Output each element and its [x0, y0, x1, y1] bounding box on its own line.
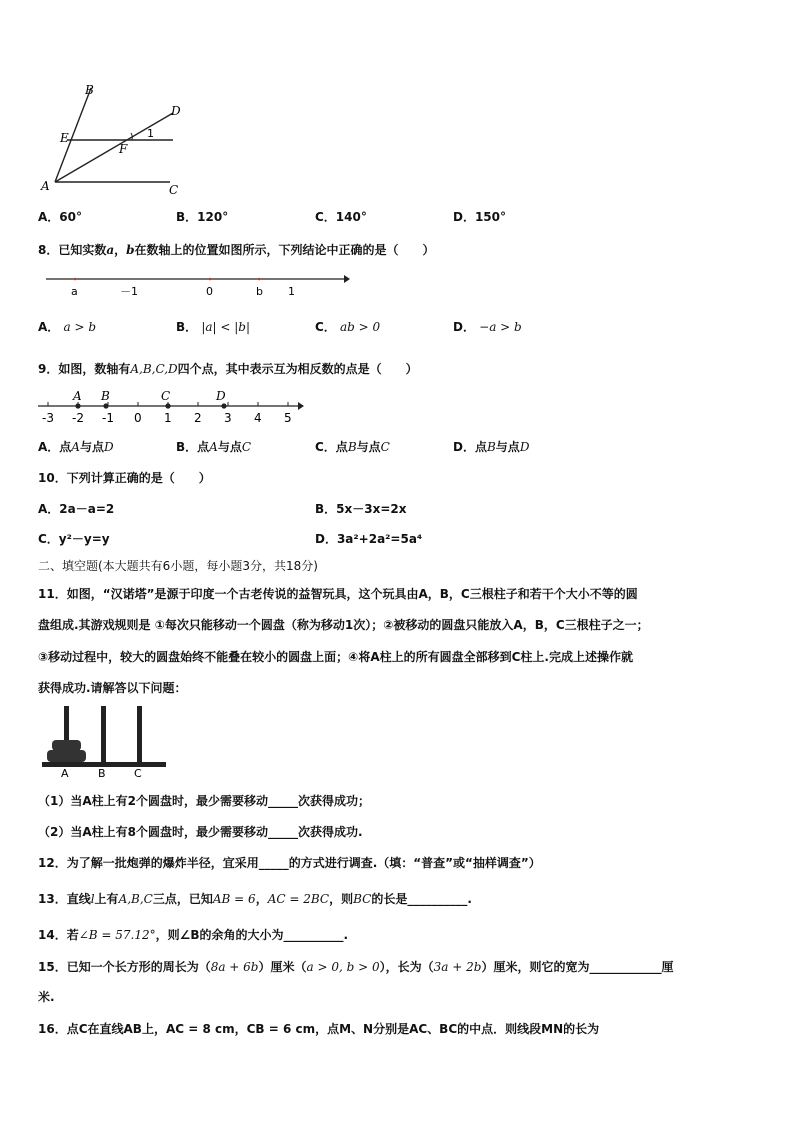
q11-line3: ③移动过程中，较大的圆盘始终不能叠在较小的圆盘上面；④将A柱上的所有圆盘全部移到C柱上.完成上述操作就	[38, 650, 633, 664]
point-B	[103, 403, 108, 408]
label-C: C	[161, 389, 171, 403]
label-0: 0	[206, 285, 213, 298]
q12-text: 12．为了解一批炮弹的爆炸半径，宜采用_____的方式进行调查.（填：“普查”或“抽样调查”）	[38, 856, 541, 870]
tick-label: 5	[284, 411, 292, 425]
q15-line2: 米.	[38, 990, 55, 1004]
tick-label: 4	[254, 411, 262, 425]
q10-option-c[interactable]: C．y²－y=y	[38, 532, 110, 546]
point-C	[165, 403, 170, 408]
number-line-q8	[44, 268, 354, 300]
q10-stem: 10．下列计算正确的是（ ）	[38, 471, 211, 485]
q8-option-a[interactable]: A． a > b	[38, 320, 97, 334]
point-D	[221, 403, 226, 408]
disk-large	[47, 750, 86, 762]
label-pillar-a: A	[61, 767, 69, 780]
label-F: F	[119, 142, 128, 156]
label-D: D	[216, 389, 226, 403]
pillar-c	[137, 706, 142, 764]
disk-small	[52, 740, 81, 751]
label-1: 1	[288, 285, 295, 298]
label-C: C	[169, 183, 179, 196]
label-a: a	[71, 285, 78, 298]
q7-option-c[interactable]: C．140°	[315, 210, 367, 224]
label-pillar-b: B	[98, 767, 106, 780]
label-neg1: －1	[120, 285, 138, 298]
q11-line4: 获得成功.请解答以下问题：	[38, 681, 187, 695]
hanoi-figure	[40, 702, 170, 780]
label-B: B	[85, 83, 94, 97]
q11-line2: 盘组成.其游戏规则是 ①每次只能移动一个圆盘（称为移动1次）；②被移动的圆盘只能放入A，B，C三根柱子之一；	[38, 618, 649, 632]
label-b: b	[256, 285, 263, 298]
q9-option-d[interactable]: D．点B与点D	[453, 440, 530, 454]
q15-line1: 15．已知一个长方形的周长为（8a + 6b）厘米（a > 0, b > 0），长为（3a + 2b）厘米，则它的宽为____________厘	[38, 960, 674, 974]
q10-option-d[interactable]: D．3a²+2a²=5a⁴	[315, 532, 423, 546]
line-AD	[55, 113, 173, 182]
q11-sub2: （2）当A柱上有8个圆盘时，最少需要移动_____次获得成功.	[38, 825, 363, 839]
tick-label: -2	[72, 411, 84, 425]
tick-label: -3	[42, 411, 54, 425]
angle-figure	[36, 78, 186, 196]
q10-option-a[interactable]: A．2a－a=2	[38, 502, 115, 516]
q9-option-a[interactable]: A．点A与点D	[38, 440, 114, 454]
q8-option-c[interactable]: C． ab > 0	[315, 320, 381, 334]
label-B: B	[101, 389, 110, 403]
section-title: 二、填空题(本大题共有6小题，每小题3分，共18分)	[38, 559, 318, 573]
q9-option-b[interactable]: B．点A与点C	[176, 440, 252, 454]
q8-option-b[interactable]: B． |a| < |b|	[176, 320, 251, 334]
q13-text: 13．直线l上有A,B,C三点，已知AB = 6，AC = 2BC，则BC的长是__________.	[38, 892, 472, 906]
label-angle-1: 1	[147, 127, 154, 140]
q9-option-c[interactable]: C．点B与点C	[315, 440, 390, 454]
tick-label: 2	[194, 411, 202, 425]
tick-label: -1	[102, 411, 114, 425]
label-pillar-c: C	[134, 767, 142, 780]
label-D: D	[171, 104, 181, 118]
label-E: E	[60, 131, 69, 145]
tick-label: 0	[134, 411, 142, 425]
q7-option-d[interactable]: D．150°	[453, 210, 507, 224]
tick-label: 1	[164, 411, 172, 425]
q8-stem: 8．已知实数a，b在数轴上的位置如图所示，下列结论中正确的是（ ）	[38, 243, 435, 257]
q11-sub1: （1）当A柱上有2个圆盘时，最少需要移动_____次获得成功；	[38, 794, 370, 808]
q11-line1: 11．如图，“汉诺塔”是源于印度一个古老传说的益智玩具，这个玩具由A，B，C三根柱子和若干个大小不等的圆	[38, 587, 638, 601]
q16-text: 16．点C在直线AB上，AC = 8 cm，CB = 6 cm，点M、N分别是AC、BC的中点．则线段MN的长为	[38, 1022, 600, 1036]
q10-option-b[interactable]: B．5x－3x=2x	[315, 502, 407, 516]
label-A: A	[73, 389, 82, 403]
q9-stem: 9．如图，数轴有A,B,C,D四个点，其中表示互为相反数的点是（ ）	[38, 362, 418, 376]
q7-option-a[interactable]: A．60°	[38, 210, 82, 224]
tick-label: 3	[224, 411, 232, 425]
q8-option-d[interactable]: D． −a > b	[453, 320, 522, 334]
point-A	[75, 403, 80, 408]
q14-text: 14．若∠B = 57.12°，则∠B的余角的大小为__________.	[38, 928, 349, 942]
number-line-q9	[36, 388, 308, 426]
q7-option-b[interactable]: B．120°	[176, 210, 229, 224]
label-A: A	[41, 179, 50, 193]
pillar-b	[101, 706, 106, 764]
